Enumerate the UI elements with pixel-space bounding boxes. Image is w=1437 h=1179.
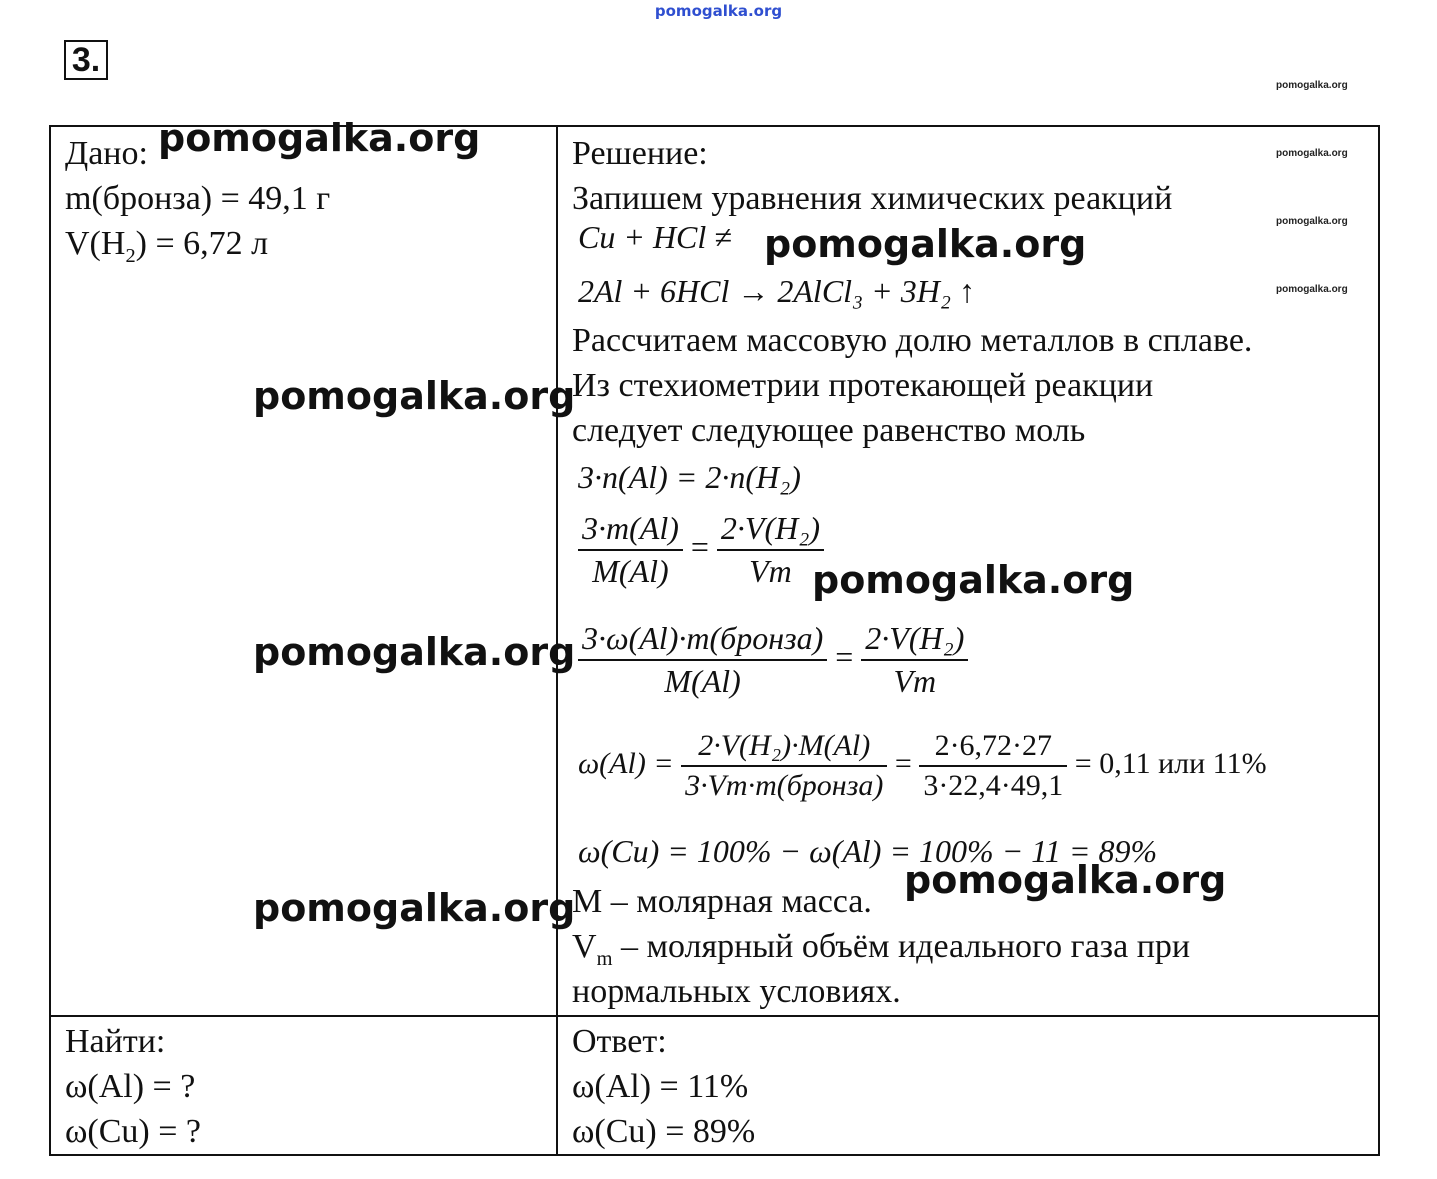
watermark-small: pomogalka.org [1276, 284, 1348, 295]
watermark-big: pomogalka.org [253, 374, 576, 418]
fraction-left: $\frac{3\cdot m(Al)}{M(Al)}$ [578, 510, 683, 590]
answer-cell [557, 1016, 1379, 1155]
given-title: Дано: [65, 135, 148, 172]
fraction-numeric: $\frac{2\cdot 6,72\cdot 27}{3\cdot 22,4\cdot 49,1}$ [919, 729, 1067, 803]
definition-molar-volume: $V_m$ – молярный объём идеального газа при [572, 928, 1191, 970]
equation-omega-cu: ω(Cu) = 100% − ω(Al) = 100% − 11 = 89% [578, 833, 1158, 869]
equation-mole-ratio: 3·n(Al) = 2·n(H₂) [578, 459, 801, 495]
given-mass: m(бронза) = 49,1 г [65, 180, 331, 217]
watermark-small: pomogalka.org [1276, 148, 1348, 159]
given-volume: $V(H_2) = 6,72$ л [65, 225, 269, 267]
watermark-big: pomogalka.org [253, 630, 576, 674]
given-cell [50, 126, 557, 1016]
watermark-big: pomogalka.org [158, 116, 481, 160]
task-number: 3. [64, 40, 108, 80]
watermark-top: pomogalka.org [654, 2, 783, 20]
equation-omega-al: ω(Al) = $\frac{\text{2·V(H₂)·M(Al)}}{\text{3·Vm·m(бронза)}}$ = $\frac{2\cdot 6,72\cdot 27}{3\cdot 22,4\cdot 49,1}$ = 0,11 или 11% [578, 729, 1267, 802]
equation-mass-ratio: $\frac{3\cdot m(Al)}{M(Al)}$ = $\frac{\text{2·V(H₂)}}{Vm}$ [578, 510, 824, 590]
watermark-small: pomogalka.org [1276, 80, 1348, 91]
watermark-big: pomogalka.org [253, 886, 576, 930]
fraction-right: $\frac{\text{2·V(H₂)}}{Vm}$ [717, 510, 824, 590]
watermark-big: pomogalka.org [904, 858, 1227, 902]
solution-text-1: Рассчитаем массовую долю металлов в сплаве. [572, 322, 1253, 359]
find-title: Найти: [65, 1023, 166, 1060]
watermark-big: pomogalka.org [764, 222, 1087, 266]
equation-fraction-ratio: $\frac{\text{3·ω(Al)·m(бронза)}}{M(Al)}$ = $\frac{\text{2·V(H₂)}}{Vm}$ [578, 620, 968, 700]
solution-text-2: Из стехиометрии протекающей реакции [572, 367, 1154, 404]
find-cell [50, 1016, 557, 1155]
answer-title: Ответ: [572, 1023, 667, 1060]
definition-normal-conditions: нормальных условиях. [572, 973, 901, 1010]
equation-al-hcl: 2Al + 6HCl → 2AlCl₃ + 3H₂ ↑ [578, 273, 975, 309]
answer-omega-al: ω(Al) = 11% [572, 1068, 749, 1105]
solution-text-3: следует следующее равенство моль [572, 412, 1086, 449]
solution-title: Решение: [572, 135, 708, 172]
find-omega-al: ω(Al) = ? [65, 1068, 196, 1105]
definition-molar-mass: M – молярная масса. [572, 883, 872, 920]
equation-cu-hcl: Cu + HCl ≠ [578, 219, 732, 255]
fraction-left: $\frac{\text{3·ω(Al)·m(бронза)}}{M(Al)}$ [578, 620, 827, 700]
fraction-symbolic: $\frac{\text{2·V(H₂)·M(Al)}}{\text{3·Vm·m(бронза)}}$ [681, 729, 887, 803]
task-table [49, 125, 1380, 1156]
watermark-big: pomogalka.org [812, 558, 1135, 602]
answer-omega-cu: ω(Cu) = 89% [572, 1113, 756, 1150]
find-omega-cu: ω(Cu) = ? [65, 1113, 201, 1150]
fraction-right: $\frac{\text{2·V(H₂)}}{Vm}$ [861, 620, 968, 700]
solution-intro: Запишем уравнения химических реакций [572, 180, 1173, 217]
watermark-small: pomogalka.org [1276, 216, 1348, 227]
